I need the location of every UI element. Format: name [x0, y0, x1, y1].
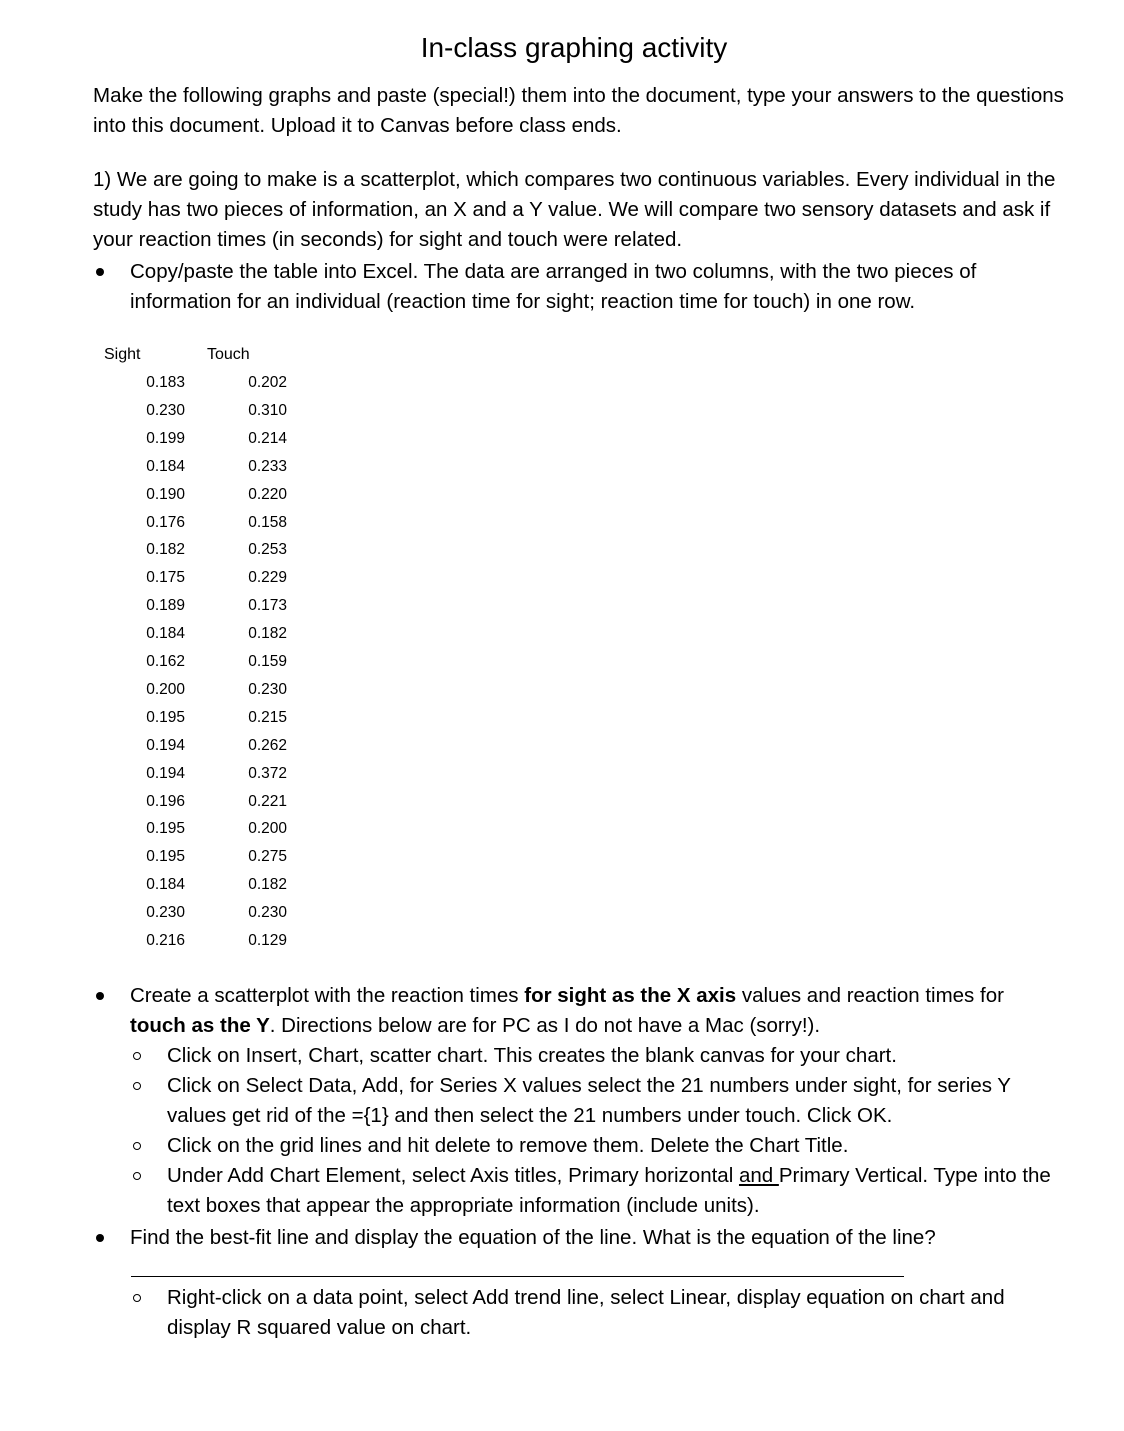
- touch-value: 0.262: [248, 736, 287, 754]
- y-axis-emphasis: touch as the Y: [130, 1014, 270, 1037]
- sight-value: 0.190: [146, 485, 185, 503]
- touch-value: 0.310: [248, 401, 287, 419]
- circle-bullet-icon: [133, 1294, 141, 1302]
- sub-step-select-data: Click on Select Data, Add, for Series X values select the 21 numbers under sight, for series Y values get rid of the ={1} and then select the 21 numbers under touch. Click OK.: [167, 1074, 1011, 1127]
- sight-value: 0.189: [146, 597, 185, 615]
- copy-table-instruction: Copy/paste the table into Excel. The data are arranged in two columns, with the two pieces of information for an individual (reaction time for sight; reaction time for touch) in one row.: [130, 260, 977, 313]
- question-1-text: 1) We are going to make is a scatterplot, which compares two continuous variables. Every individual in the study has two pieces of information, an X and a Y value. We will compare two sensory datasets and ask if your reaction times (in seconds) for sight and touch were related.: [93, 168, 1056, 251]
- touch-header: Touch: [207, 346, 250, 363]
- sight-value: 0.184: [146, 457, 185, 475]
- circle-bullet-icon: [133, 1082, 141, 1090]
- bullet-dot-icon: [96, 1234, 104, 1242]
- instruction-text: values and reaction times for: [736, 984, 1004, 1007]
- touch-value: 0.182: [248, 625, 287, 643]
- touch-value: 0.158: [248, 513, 287, 531]
- sight-header: Sight: [104, 346, 141, 363]
- sight-value: 0.196: [146, 792, 185, 810]
- sight-value: 0.182: [146, 541, 185, 559]
- sight-value: 0.230: [146, 401, 185, 419]
- sight-value: 0.194: [146, 736, 185, 754]
- touch-value: 0.220: [248, 485, 287, 503]
- bullet-dot-icon: [96, 992, 104, 1000]
- touch-value: 0.230: [248, 680, 287, 698]
- instruction-text: . Directions below are for PC as I do not have a Mac (sorry!).: [269, 1014, 821, 1037]
- circle-bullet-icon: [133, 1172, 141, 1180]
- touch-value: 0.182: [248, 876, 287, 894]
- sub-step-gridlines: Click on the grid lines and hit delete to remove them. Delete the Chart Title.: [167, 1134, 849, 1157]
- sight-value: 0.184: [146, 625, 185, 643]
- sight-value: 0.195: [146, 848, 185, 866]
- sight-value: 0.175: [146, 569, 185, 587]
- step-text: Under Add Chart Element, select Axis titles, Primary horizontal: [167, 1164, 739, 1187]
- page-title: In-class graphing activity: [420, 32, 728, 63]
- sight-value: 0.216: [146, 932, 185, 949]
- sight-value: 0.195: [146, 820, 185, 838]
- bullet-dot-icon: [96, 268, 104, 276]
- circle-bullet-icon: [133, 1052, 141, 1060]
- touch-value: 0.173: [248, 597, 287, 615]
- sight-value: 0.162: [146, 653, 185, 670]
- answer-line[interactable]: [131, 1276, 904, 1277]
- scatterplot-instruction: [130, 981, 1065, 1041]
- touch-value: 0.230: [248, 904, 287, 922]
- sight-value: 0.230: [146, 904, 185, 922]
- sight-value: 0.200: [146, 680, 185, 698]
- sub-step-trendline: Right-click on a data point, select Add trend line, select Linear, display equation on chart and display R squared value on chart.: [167, 1286, 1005, 1339]
- best-fit-question: Find the best-fit line and display the equation of the line. What is the equation of the line?: [130, 1226, 936, 1249]
- sight-value: 0.194: [146, 764, 185, 782]
- touch-value: 0.202: [248, 374, 287, 391]
- sub-step-insert-chart: Click on Insert, Chart, scatter chart. This creates the blank canvas for your chart.: [167, 1044, 897, 1067]
- touch-value: 0.253: [248, 541, 287, 559]
- sight-value: 0.199: [146, 429, 185, 447]
- sight-value: 0.183: [146, 374, 185, 391]
- step-text: Primary Vertical. Type into the text boxes that appear the appropriate information (include units).: [167, 1164, 1051, 1217]
- touch-value: 0.200: [248, 820, 287, 838]
- touch-value: 0.275: [248, 848, 287, 866]
- touch-value: 0.229: [248, 569, 287, 587]
- x-axis-emphasis: for sight as the X axis: [524, 984, 737, 1007]
- touch-value: 0.159: [248, 653, 287, 670]
- intro-paragraph: Make the following graphs and paste (special!) them into the document, type your answers to the questions into this document. Upload it to Canvas before class ends.: [93, 84, 1064, 137]
- touch-value: 0.129: [248, 932, 287, 949]
- touch-value: 0.214: [248, 429, 287, 447]
- sight-value: 0.195: [146, 708, 185, 726]
- touch-value: 0.372: [248, 764, 287, 782]
- touch-value: 0.221: [248, 792, 287, 810]
- sight-value: 0.184: [146, 876, 185, 894]
- touch-value: 0.215: [248, 708, 287, 726]
- circle-bullet-icon: [133, 1142, 141, 1150]
- touch-value: 0.233: [248, 457, 287, 475]
- sight-value: 0.176: [146, 513, 185, 531]
- sub-step-axis-titles: [167, 1161, 1067, 1221]
- instruction-text: Create a scatterplot with the reaction times: [130, 984, 525, 1007]
- underlined-and: and: [738, 1164, 779, 1187]
